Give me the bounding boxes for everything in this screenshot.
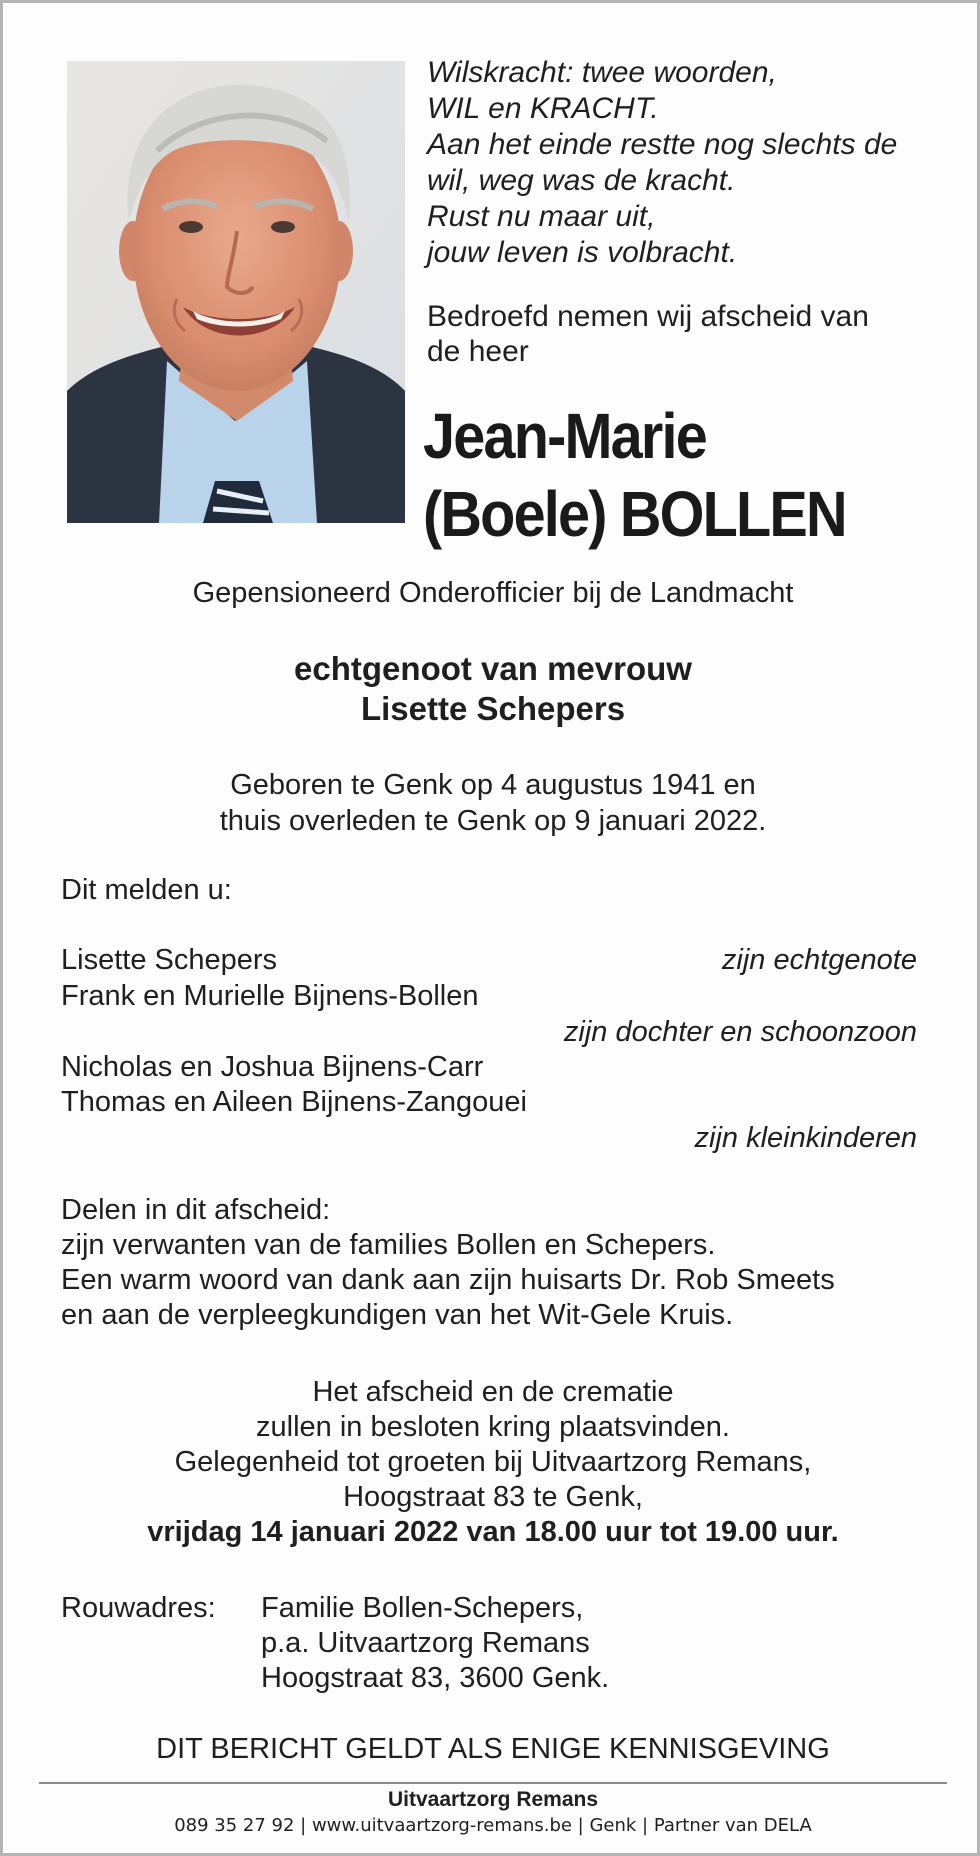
mourning-address-label: Rouwadres: (61, 1592, 216, 1624)
ceremony-line: zullen in besloten kring plaatsvinden. (256, 1411, 730, 1443)
ceremony-datetime: vrijdag 14 januari 2022 van 18.00 uur tot 19.00 uur. (147, 1516, 839, 1548)
family-member: Frank en Murielle Bijnens-Bollen (61, 980, 479, 1012)
poem-line: wil, weg was de kracht. (427, 164, 736, 197)
sharing-line: Delen in dit afscheid: (61, 1194, 331, 1226)
sharing-line: Een warm woord van dank aan zijn huisarts Dr. Rob Smeets (61, 1264, 835, 1296)
portrait-illustration (67, 61, 405, 523)
sharing-line: en aan de verpleegkundigen van het Wit-Gele Kruis. (61, 1299, 734, 1331)
footer-contact-info: 089 35 27 92 | www.uitvaartzorg-remans.be | Genk | Partner van DELA (174, 1815, 812, 1836)
poem-line: Aan het einde restte nog slechts de (427, 128, 898, 161)
ceremony-line: Het afscheid en de crematie (312, 1376, 674, 1408)
intro-text (427, 299, 947, 369)
poem-line: jouw leven is volbracht. (427, 236, 738, 269)
spouse-info (3, 649, 980, 729)
family-relation: zijn kleinkinderen (694, 1122, 917, 1154)
intro-line: Bedroefd nemen wij afscheid van (427, 300, 869, 333)
spouse-name: Lisette Schepers (360, 690, 626, 727)
sole-notice: DIT BERICHT GELDT ALS ENIGE KENNISGEVING (156, 1733, 830, 1765)
deceased-name (423, 397, 909, 553)
sharing-text (61, 1193, 835, 1333)
family-relation: zijn dochter en schoonzoon (563, 1016, 917, 1048)
birth-line: Geboren te Genk op 4 augustus 1941 en (230, 769, 756, 801)
footer-divider (39, 1782, 947, 1784)
mourning-address-line: p.a. Uitvaartzorg Remans (261, 1627, 590, 1659)
poem (427, 55, 947, 271)
family-member: Lisette Schepers (61, 944, 278, 976)
portrait-photo (67, 61, 405, 523)
announced-by: Dit melden u: (61, 874, 232, 906)
intro-line: de heer (427, 335, 529, 368)
family-member: Nicholas en Joshua Bijnens-Carr (61, 1051, 484, 1083)
family-relation: zijn echtgenote (721, 944, 917, 976)
death-line: thuis overleden te Genk op 9 januari 2022. (219, 805, 767, 837)
mourning-address-line: Hoogstraat 83, 3600 Genk. (261, 1662, 610, 1694)
ceremony-line: Hoogstraat 83 te Genk, (343, 1481, 643, 1513)
occupation: Gepensioneerd Onderofficier bij de Landmacht (192, 577, 794, 609)
spouse-line1: echtgenoot van mevrouw (294, 650, 692, 687)
deceased-name-line2: (Boele) BOLLEN (423, 478, 846, 550)
poem-line: Rust nu maar uit, (427, 200, 656, 233)
birth-death-info (3, 767, 980, 839)
ceremony-info (3, 1375, 980, 1550)
poem-line: Wilskracht: twee woorden, (427, 56, 777, 89)
sharing-line: zijn verwanten van de families Bollen en Schepers. (61, 1229, 716, 1261)
family-member: Thomas en Aileen Bijnens-Zangouei (61, 1086, 527, 1118)
ceremony-line: Gelegenheid tot groeten bij Uitvaartzorg Remans, (174, 1446, 812, 1478)
deceased-name-line1: Jean-Marie (423, 400, 706, 472)
poem-line: WIL en KRACHT. (427, 92, 659, 125)
footer-company: Uitvaartzorg Remans (387, 1788, 599, 1811)
mourning-address-line: Familie Bollen-Schepers, (261, 1592, 584, 1624)
